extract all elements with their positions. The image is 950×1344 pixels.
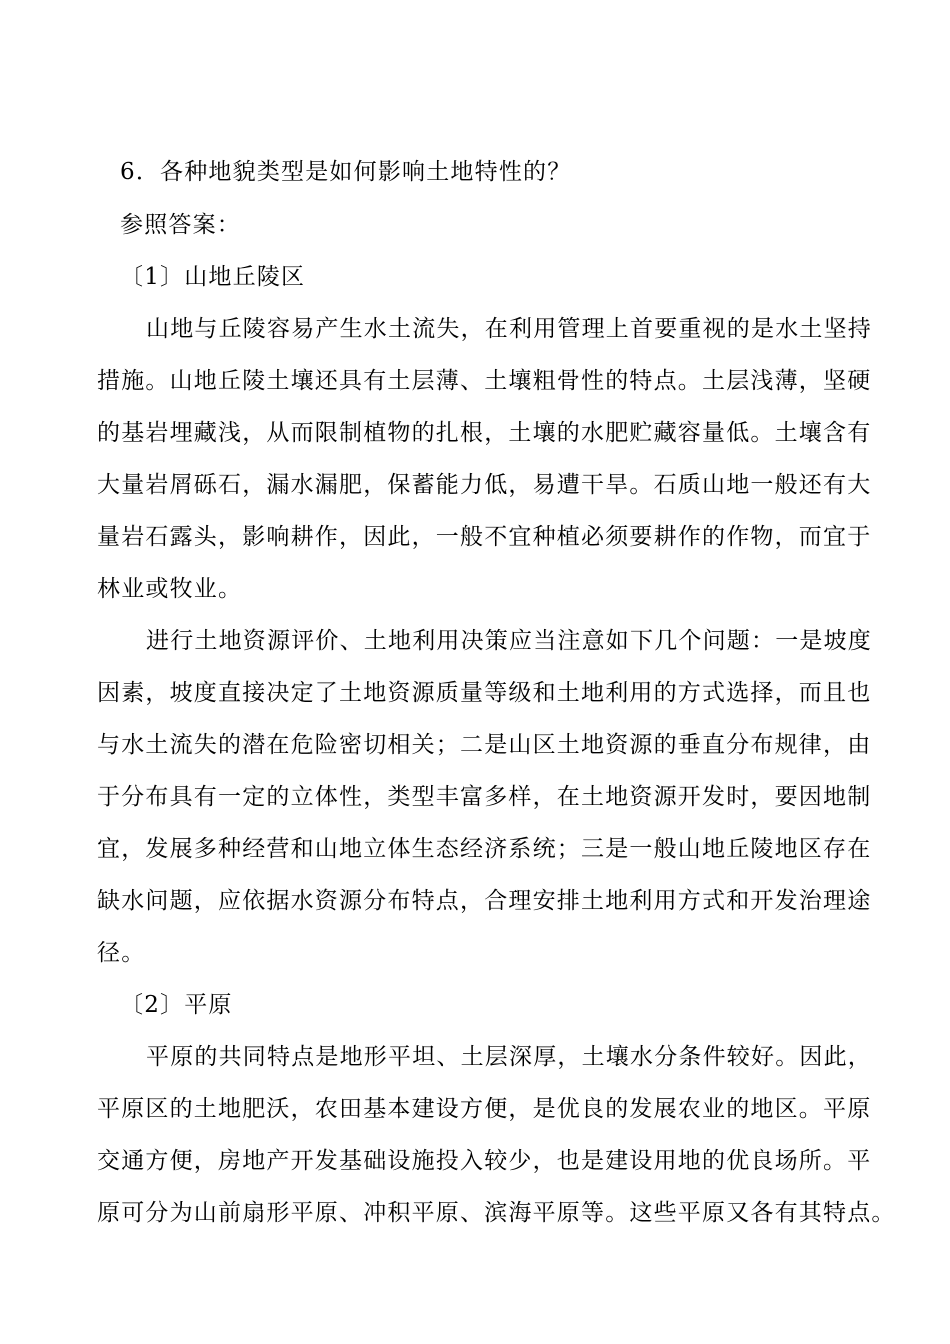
paragraph-line: 径。 [97, 940, 146, 966]
paragraph-line: 原可分为山前扇形平原、冲积平原、滨海平原等。这些平原又各有其特点。 [97, 1200, 896, 1226]
paragraph-line: 量岩石露头，影响耕作，因此，一般不宜种植必须要耕作的作物，而宜于 [97, 524, 872, 550]
paragraph-line: 平原的共同特点是地形平坦、土层深厚，土壤水分条件较好。因此， [146, 1044, 872, 1070]
paragraph-line: 缺水问题，应依据水资源分布特点，合理安排土地利用方式和开发治理途 [97, 888, 872, 914]
paragraph-line: 平原区的土地肥沃，农田基本建设方便，是优良的发展农业的地区。平原 [97, 1096, 872, 1122]
paragraph-line: 交通方便，房地产开发基础设施投入较少，也是建设用地的优良场所。平 [97, 1148, 872, 1174]
paragraph-line: 措施。山地丘陵土壤还具有土层薄、土壤粗骨性的特点。土层浅薄，坚硬 [97, 368, 872, 394]
paragraph-line: 的基岩埋藏浅，从而限制植物的扎根，土壤的水肥贮藏容量低。土壤含有 [97, 420, 872, 446]
answer-label: 参照答案： [120, 212, 241, 238]
question-title: 6．各种地貌类型是如何影响土地特性的？ [120, 159, 572, 185]
paragraph-line: 宜，发展多种经营和山地立体生态经济系统；三是一般山地丘陵地区存在 [97, 836, 872, 862]
paragraph-line: 进行土地资源评价、土地利用决策应当注意如下几个问题：一是坡度 [146, 628, 872, 654]
paragraph-line: 于分布具有一定的立体性，类型丰富多样，在土地资源开发时，要因地制 [97, 784, 872, 810]
paragraph-line: 与水土流失的潜在危险密切相关；二是山区土地资源的垂直分布规律，由 [97, 732, 872, 758]
paragraph-line: 山地与丘陵容易产生水土流失，在利用管理上首要重视的是水土坚持 [146, 316, 872, 342]
section-heading-mountain-hills: 〔1〕山地丘陵区 [120, 264, 306, 290]
paragraph-line: 林业或牧业。 [97, 576, 243, 602]
section-heading-plain: 〔2〕平原 [120, 992, 233, 1018]
paragraph-line: 因素，坡度直接决定了土地资源质量等级和土地利用的方式选择，而且也 [97, 680, 872, 706]
paragraph-line: 大量岩屑砾石，漏水漏肥，保蓄能力低，易遭干旱。石质山地一般还有大 [97, 472, 872, 498]
